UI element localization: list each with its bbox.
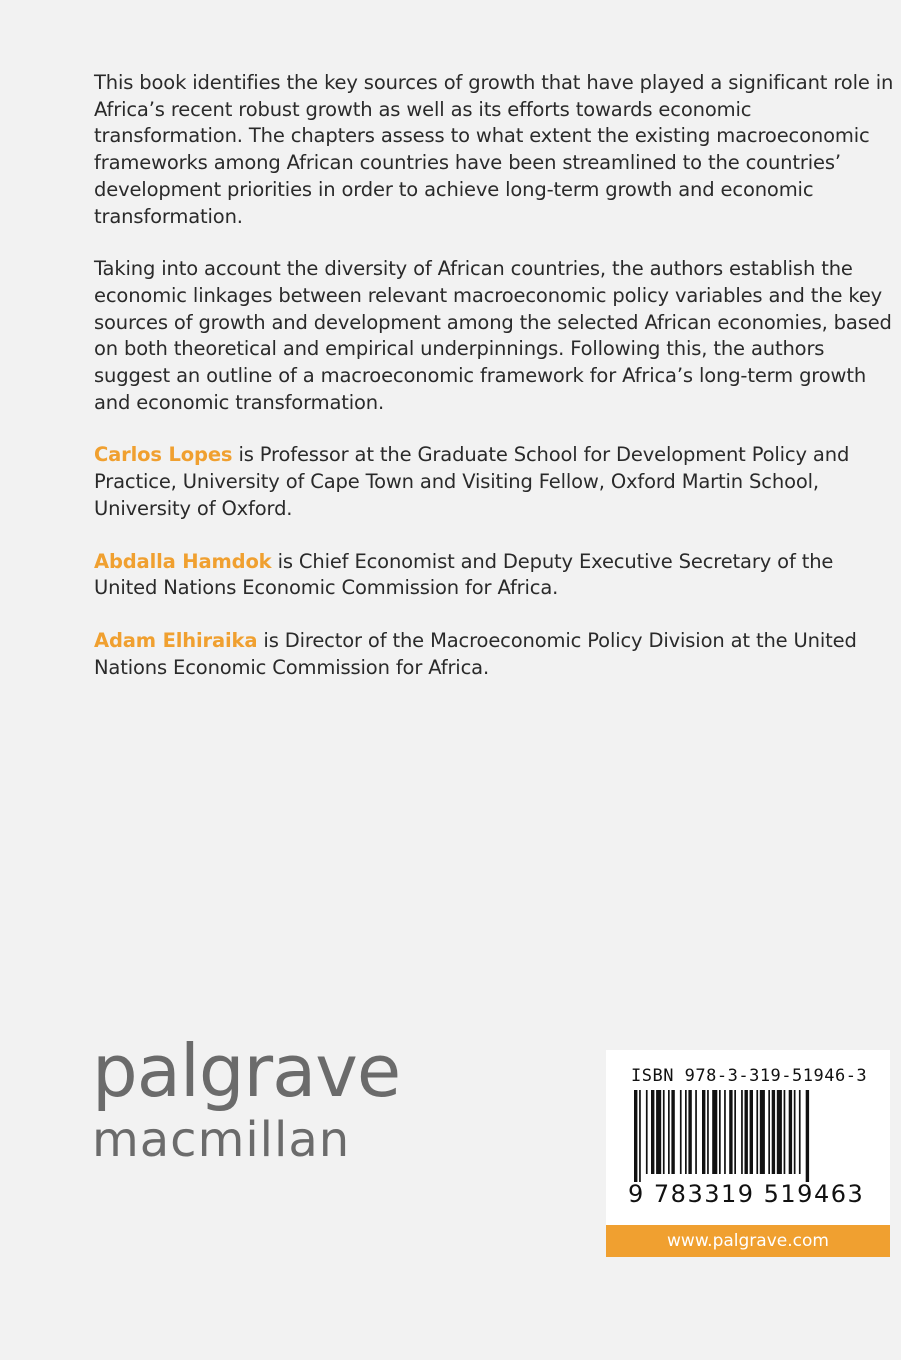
author-bio-text-3: is Director of the Macroeconomic Policy Division at the United Nations Economic Commission for Africa.: [94, 628, 857, 679]
publisher-logo: [92, 1029, 401, 1168]
author-bio-1: [94, 442, 894, 522]
publisher-logo-line1: palgrave: [92, 1029, 401, 1113]
author-name-1: Carlos Lopes: [94, 443, 233, 467]
author-bio-text-2: is Chief Economist and Deputy Executive Secretary of the United Nations Economic Commission for Africa.: [94, 549, 834, 600]
author-bio-text-1: is Professor at the Graduate School for Development Policy and Practice, University of Cape Town and Visiting Fellow, Oxford Martin School, University of Oxford.: [94, 443, 850, 520]
description-paragraph-2: Taking into account the diversity of African countries, the authors establish the economic linkages between relevant macroeconomic policy variables and the key sources of growth and development among the selected African economies, based on both theoretical and empirical underpinnings. Following this, the authors suggest an outline of a macroeconomic framework for Africa’s long-term growth and economic transformation.: [94, 257, 892, 414]
author-name-3: Adam Elhiraika: [94, 628, 258, 652]
isbn-label: ISBN 978-3-319-51946-3: [631, 1066, 868, 1086]
barcode-icon: [634, 1090, 864, 1182]
back-cover-blurb: [94, 70, 894, 707]
author-bio-3: [94, 628, 894, 681]
publisher-website: www.palgrave.com: [606, 1225, 890, 1257]
author-bio-2: [94, 549, 894, 602]
publisher-logo-line2: macmillan: [92, 1112, 351, 1168]
description-paragraph-1: This book identifies the key sources of growth that have played a significant role in Africa’s recent robust growth as well as its efforts towards economic transformation. The chapters assess to what extent the existing macroeconomic frameworks among African countries have been streamlined to the countries’ development priorities in order to achieve long-term growth and economic transformation.: [94, 71, 894, 228]
barcode-digits: 9 783319 519463: [628, 1180, 865, 1208]
barcode-panel: [606, 1050, 890, 1225]
author-name-2: Abdalla Hamdok: [94, 549, 272, 573]
